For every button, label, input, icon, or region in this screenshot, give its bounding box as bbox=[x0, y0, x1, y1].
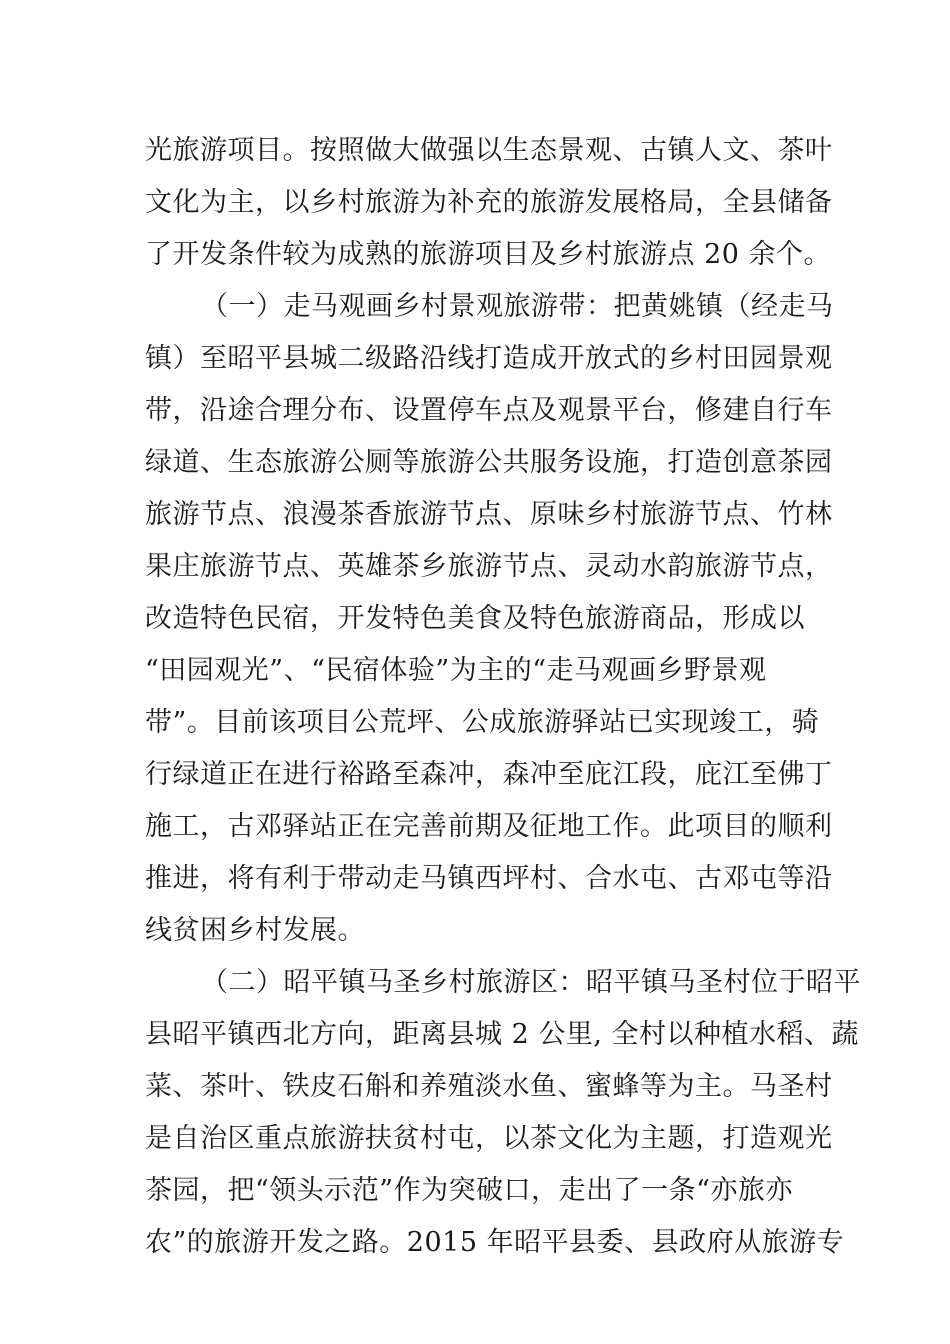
paragraph-start-line: （二）昭平镇马圣乡村旅游区：昭平镇马圣村位于昭平 bbox=[201, 967, 861, 998]
text-line: 行绿道正在进行裕路至森冲，森冲至庇江段，庇江至佛丁 bbox=[145, 759, 833, 790]
text-line: 改造特色民宿，开发特色美食及特色旅游商品，形成以 bbox=[145, 603, 805, 634]
text-line: 光旅游项目。按照做大做强以生态景观、古镇人文、茶叶 bbox=[145, 135, 833, 166]
text-line: 推进，将有利于带动走马镇西坪村、合水屯、古邓屯等沿 bbox=[145, 863, 833, 894]
text-line: 文化为主，以乡村旅游为补充的旅游发展格局，全县储备 bbox=[145, 187, 833, 218]
text-line: 果庄旅游节点、英雄茶乡旅游节点、灵动水韵旅游节点， bbox=[145, 551, 833, 582]
text-line: 了开发条件较为成熟的旅游项目及乡村旅游点 20 余个。 bbox=[145, 239, 832, 270]
text-line: 带，沿途合理分布、设置停车点及观景平台，修建自行车 bbox=[145, 395, 833, 426]
text-line: 旅游节点、浪漫茶香旅游节点、原味乡村旅游节点、竹林 bbox=[145, 499, 833, 530]
text-line: 镇）至昭平县城二级路沿线打造成开放式的乡村田园景观 bbox=[145, 343, 833, 374]
text-line: 是自治区重点旅游扶贫村屯，以茶文化为主题，打造观光 bbox=[145, 1123, 833, 1154]
text-line: 茶园，把“领头示范”作为突破口，走出了一条“亦旅亦 bbox=[145, 1175, 793, 1206]
paragraph-start-line: （一）走马观画乡村景观旅游带：把黄姚镇（经走马 bbox=[201, 291, 834, 322]
text-line: 带”。目前该项目公荒坪、公成旅游驿站已实现竣工，骑 bbox=[145, 707, 820, 738]
text-line: 农”的旅游开发之路。2015 年昭平县委、县政府从旅游专 bbox=[145, 1227, 845, 1258]
text-line: 菜、茶叶、铁皮石斛和养殖淡水鱼、蜜蜂等为主。马圣村 bbox=[145, 1071, 833, 1102]
text-line: 施工，古邓驿站正在完善前期及征地工作。此项目的顺利 bbox=[145, 811, 833, 842]
text-line: 线贫困乡村发展。 bbox=[145, 915, 365, 946]
text-line: 县昭平镇西北方向，距离县城 2 公里, 全村以种植水稻、蔬 bbox=[145, 1019, 860, 1050]
text-line: “田园观光”、“民宿体验”为主的“走马观画乡野景观 bbox=[145, 655, 767, 686]
text-line: 绿道、生态旅游公厕等旅游公共服务设施，打造创意茶园 bbox=[145, 447, 833, 478]
